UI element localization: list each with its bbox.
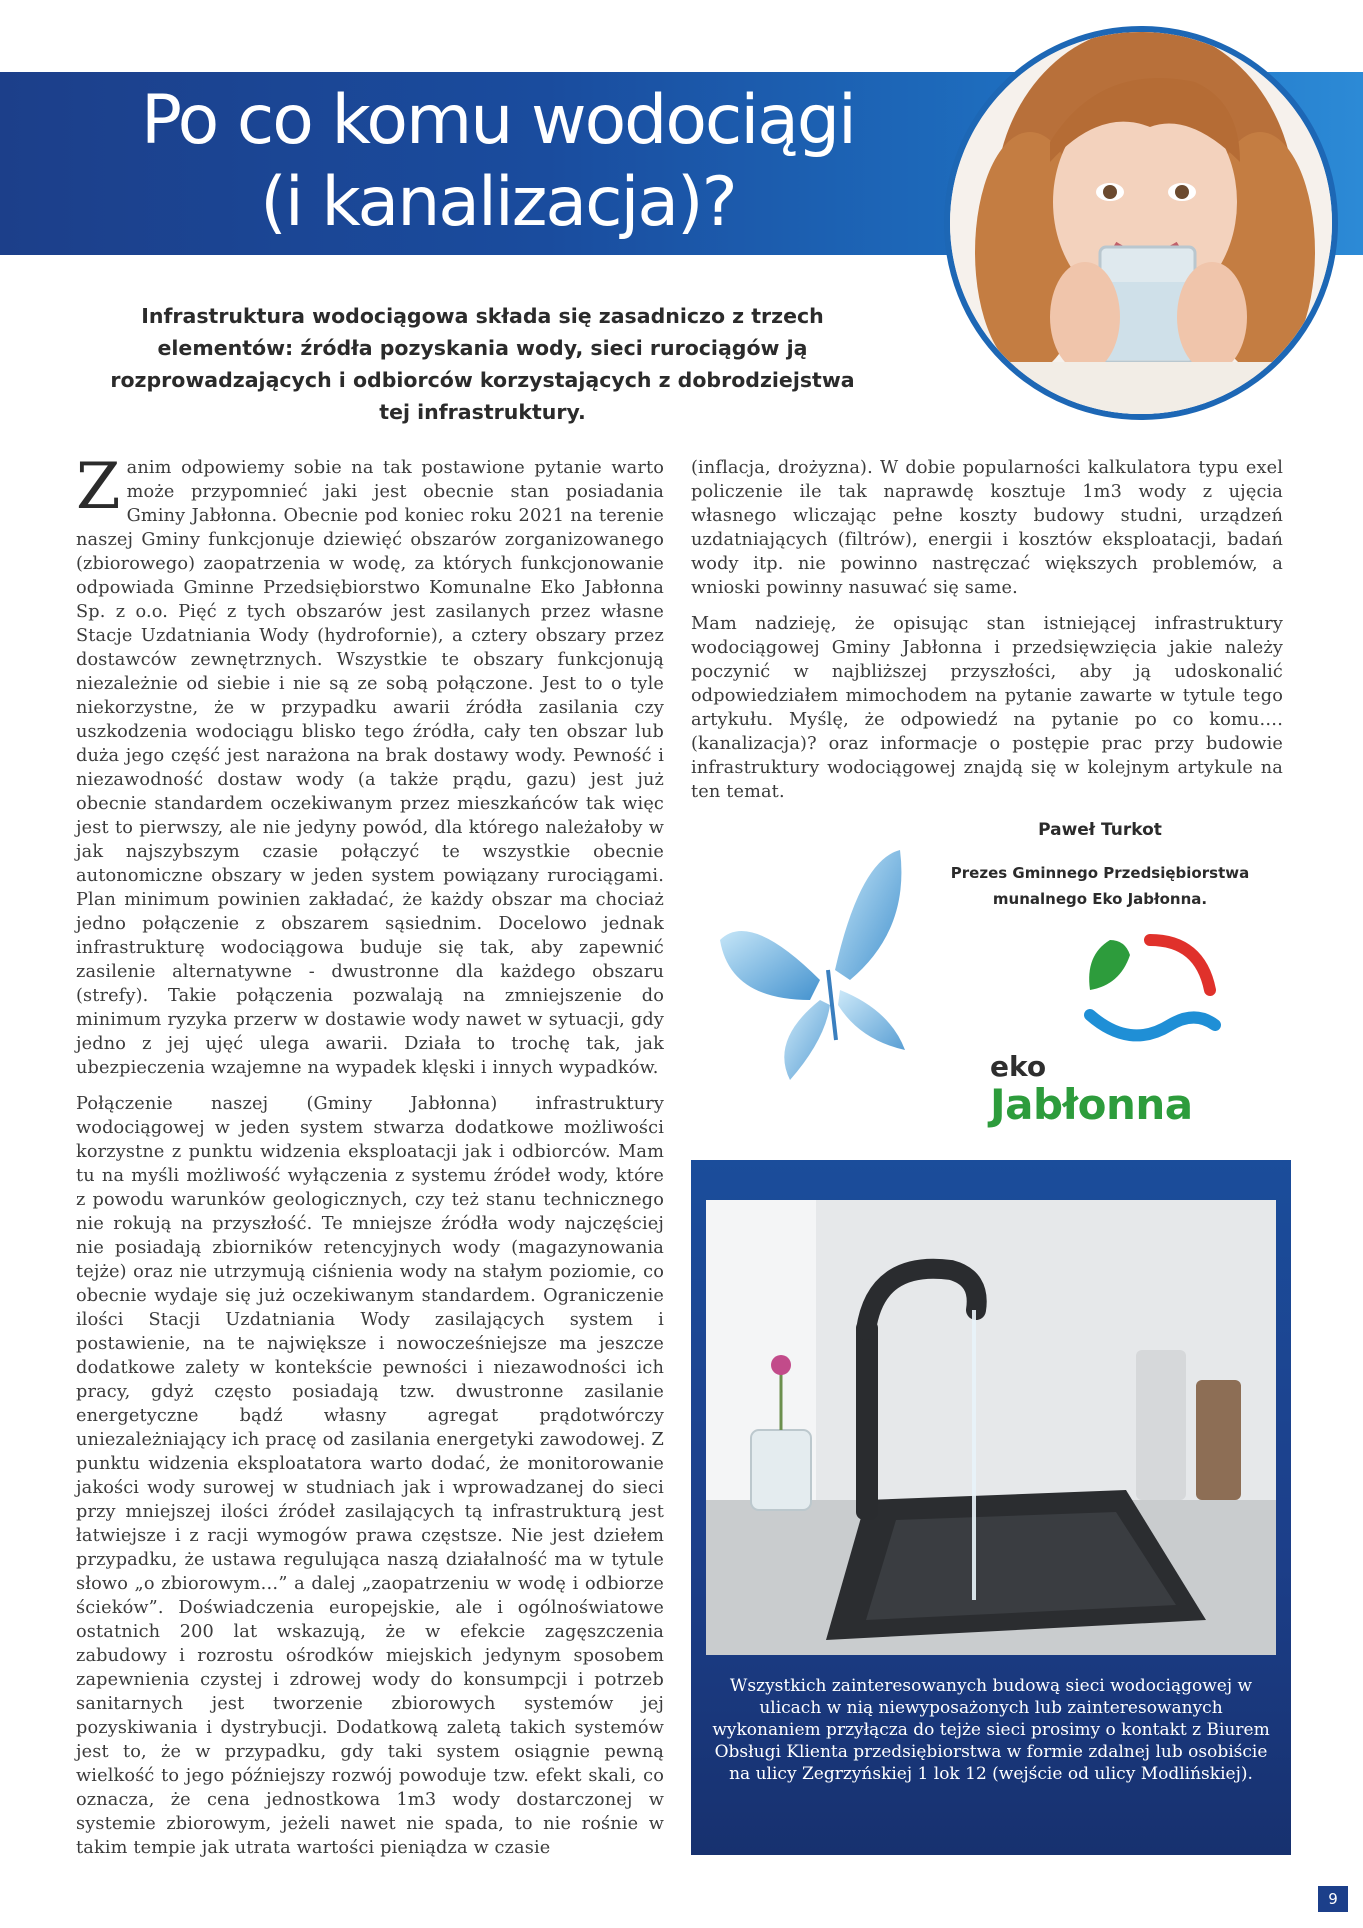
girl-with-glass-photo — [944, 26, 1338, 420]
paragraph-1 — [76, 450, 664, 1080]
author-role-line-2: munalnego Eko Jabłonna. — [992, 890, 1208, 908]
paragraph-2: Połączenie naszej (Gminy Jabłonna) infrastruktury wodociągowej w jeden system stwarza dodatkowe możliwości korzystne z punktu widzenia eksploatacji jak i odbiorców. Mam tu na myśli możliwość wyłączenia z systemu źródeł wody, które z powodu warunków geologicznych, czy też stanu technicznego nie rokują na przyszłość. Te mniejsze źródła wody najczęściej nie posiadają zbiorników retencyjnych wody (magazynowania tejże) oraz nie utrzymują ciśnienia wody na stałym poziomie, co obecnie wydaje się już oczekiwanym standardem. Ograniczenie ilości Stacji Uzdatniania Wody zasilających system i postawienie, na te największe i nowocześniejsze ma jeszcze dodatkowe zalety w kontekście pewności i niezawodności ich pracy, gdyż często posiadają tzw. dwustronne zasilanie energetyczne bądź własny agregat prądotwórczy uniezależniający ich pracę od zasilania energetyki zawodowej. Z punktu widzenia eksploatatora warto dodać, że monitorowanie jakości wody surowej w studniach jak i wprowadzanej do sieci przy mniejszej ilości źródeł zasilających tą infrastrukturą jest łatwiejsze i z racji wymogów prawa częstsze. Nie jest dziełem przypadku, że ustawa regulująca naszą działalność ma w tytule słowo „o zbiorowym…” a dalej „zaopatrzeniu w wodę i odbiorze ścieków”. Doświadczenia europejskie, ale i ogólnoświatowe ostatnich 200 lat wskazują, że w efekcie zagęszczenia zabudowy i rozrostu ośrodków miejskich jedynym sposobem zapewnienia czystej i zdrowej wody do konsumpcji i potrzeb sanitarnych jest tworzenie zbiorowych systemów jej pozyskiwania i dystrybucji. Dodatkową zaletą takich systemów jest to, że w przypadku, gdy taki system osiągnie pewną wielkość to jego późniejszy rozwój powoduje tzw. efekt skali, co oznacza, że cena jednostkowa 1m3 wody dostarczonej w systemie zbiorowym, jeżeli nawet nie spada, to nie rośnie w takim tempie jak utrata wartości pieniądza w czasie — [76, 1094, 664, 1858]
title-line-2: (i kanalizacja)? — [260, 163, 736, 242]
contact-caption: Wszystkich zainteresowanych budową sieci wodociągowej w ulicach w nią niewyposażonych lub zainteresowanych wykonaniem przyłącza do tejże sieci prosimy o kontakt z Biurem Obsługi Klienta przedsiębiorstwa w formie zdalnej lub osobiście na ulicy Zegrzyńskiej 1 lok 12 (wejście od ulicy Modlińskiej). — [712, 1676, 1270, 1784]
article-column-left — [76, 450, 664, 1872]
drop-cap: Z — [76, 450, 121, 524]
paragraph-3: (inflacja, drożyzna). W dobie popularności kalkulatora typu exel policzenie ile tak naprawdę kosztuje 1m3 wody z ujęcia własnego wliczając pełne koszty budowy studni, urządzeń uzdatniających (filtrów), energii i kosztów eksploatacji, badań wody itp. nie powinno nastręczać większych problemów, a wnioski powinny nasuwać się same. — [691, 458, 1283, 598]
author-role-line-1: Prezes Gminnego Przedsiębiorstwa — [950, 864, 1250, 882]
logo-mark — [1070, 930, 1230, 1050]
kitchen-sink-photo — [706, 1200, 1276, 1655]
eko-jablonna-logo — [990, 930, 1230, 1130]
contact-info-box — [691, 1160, 1291, 1855]
author-name: Paweł Turkot — [1038, 820, 1162, 840]
kitchen-sink-illustration — [706, 1200, 1276, 1655]
lead-paragraph: Infrastruktura wodociągowa składa się zasadniczo z trzech elementów: źródła pozyskania wody, sieci rurociągów ją rozprowadzających i odbiorców korzystających z dobrodziejstwa tej infrastruktury. — [110, 304, 855, 424]
page-number: 9 — [1318, 1886, 1348, 1912]
paragraph-4: Mam nadzieję, że opisując stan istniejącej infrastruktury wodociągowej Gminy Jabłonna i przedsięwzięcia jakie należy poczynić w najbliższej przyszłości, aby ją udoskonalić odpowiedziałem mimochodem na pytanie zawarte w tytule tego artykułu. Myślę, że odpowiedź na pytanie po co komu…. (kanalizacja)? oraz informacje o postępie prac przy budowie infrastruktury wodociągowej znajdą się w kolejnym artykule na ten temat. — [691, 614, 1283, 802]
title-line-1: Po co komu wodociągi — [141, 81, 855, 160]
paragraph-1-text: anim odpowiemy sobie na tak postawione pytanie warto może przypomnieć jaki jest obecnie stan posiadania Gminy Jabłonna. Obecnie pod koniec roku 2021 na terenie naszej Gminy funkcjonuje dziewięć obszarów zorganizowanego (zbiorowego) zaopatrzenia w wodę, za których funkcjonowanie odpowiada Gminne Przedsiębiorstwo Komunalne Eko Jabłonna Sp. z o.o. Pięć z tych obszarów jest zasilanych przez własne Stacje Uzdatniania Wody (hydrofornie), a cztery obszary przez dostawców zewnętrznych. Wszystkie te obszary funkcjonują niezależnie od siebie i nie są ze sobą połączone. Jest to o tyle niekorzystne, że w przypadku awarii źródła zasilania czy uszkodzenia wodociągu blisko tego źródła, cały ten obszar lub duża jego część jest narażona na brak dostawy wody. Pewność i niezawodność dostaw wody (a także prądu, gazu) jest już obecnie standardem oczekiwanym przez mieszkańców tak więc jest to pierwszy, ale nie jedyny powód, dla którego należałoby w jak najszybszym czasie połączyć te wszystkie obecnie autonomiczne obszary w jeden system powiązany rurociągami. Plan minimum powinien zakładać, że każdy obszar ma chociaż jedno połączenie z obszarem sąsiednim. Docelowo jednak infrastrukturę wodociągowa buduje się tak, aby zapewnić zasilenie alternatywne - dwustronne dla każdego obszaru (strefy). Takie połączenia pozwalają na zmniejszenie do minimum ryzyka przerw w dostawie wody nawet w sytuacji, gdy jedno z jej ujęć ulega awarii. Działa to trochę tak, jak ubezpieczenia wzajemne na wypadek klęski i innych wypadków. — [76, 458, 664, 1078]
water-butterfly-image — [690, 840, 990, 1100]
logo-eko-text: eko — [990, 1050, 1047, 1083]
girl-illustration — [950, 32, 1332, 414]
logo-name-text: Jabłonna — [990, 1080, 1193, 1129]
page-title — [138, 80, 858, 244]
article-column-right — [691, 456, 1283, 816]
